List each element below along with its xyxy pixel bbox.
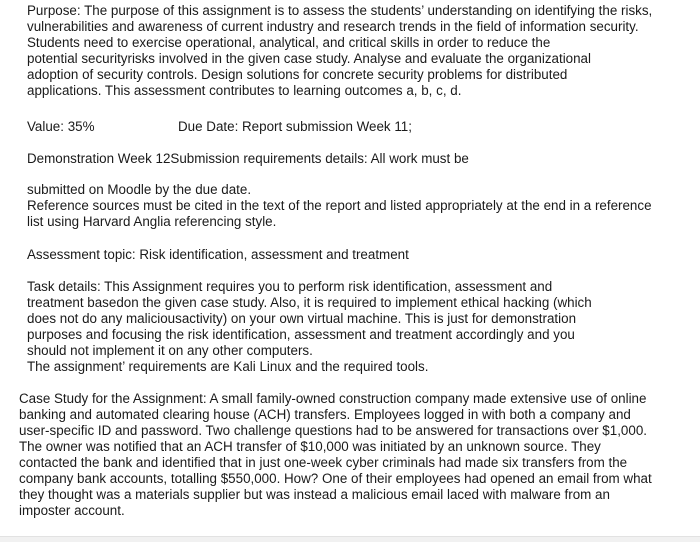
case-study-line: they thought was a materials supplier but was instead a malicious email laced with malware from an bbox=[19, 487, 610, 502]
task-line: Task details: This Assignment requires you to perform risk identification, assessment and bbox=[27, 279, 553, 294]
task-line: should not implement it on any other computers. bbox=[27, 343, 313, 358]
assessment-topic: Assessment topic: Risk identification, assessment and treatment bbox=[27, 247, 409, 262]
submission-line: list using Harvard Anglia referencing style. bbox=[27, 214, 277, 229]
case-study-line: company bank accounts, totalling $550,000. How? One of their employees had opened an email from what bbox=[19, 471, 652, 486]
value-label: Value: 35% bbox=[27, 119, 95, 134]
case-study-line: contacted the bank and identified that in just one-week cyber criminals had made six transfers from the bbox=[19, 455, 628, 470]
case-study-line: banking and automated clearing house (ACH) transfers. Employees logged in with both a company and bbox=[19, 407, 631, 422]
case-study-line: The owner was notified that an ACH transfer of $10,000 was initiated by an unknown source. They bbox=[19, 439, 601, 454]
due-date: Due Date: Report submission Week 11; bbox=[178, 119, 412, 134]
page-bottom-divider bbox=[0, 536, 700, 542]
demonstration-line: Demonstration Week 12Submission requirements details: All work must be bbox=[27, 151, 469, 166]
case-study-line: Case Study for the Assignment: A small family-owned construction company made extensive use of online bbox=[19, 391, 647, 406]
submission-line: Reference sources must be cited in the text of the report and listed appropriately at the end in a reference bbox=[27, 198, 652, 213]
purpose-line: applications. This assessment contributes to learning outcomes a, b, c, d. bbox=[27, 83, 462, 98]
purpose-line: vulnerabilities and awareness of current industry and research trends in the field of information security. bbox=[27, 19, 639, 34]
case-study-line: user-specific ID and password. Two challenge questions had to be answered for transactions over $1,000. bbox=[19, 423, 647, 438]
submission-line: submitted on Moodle by the due date. bbox=[27, 182, 252, 197]
task-line: does not do any maliciousactivity) on your own virtual machine. This is just for demonstration bbox=[27, 311, 577, 326]
task-line: The assignment’ requirements are Kali Linux and the required tools. bbox=[27, 359, 429, 374]
case-study-line: imposter account. bbox=[19, 503, 125, 518]
purpose-line: potential securityrisks involved in the given case study. Analyse and evaluate the organizational bbox=[27, 51, 591, 66]
purpose-line: Purpose: The purpose of this assignment is to assess the students’ understanding on identifying the risks, bbox=[27, 3, 653, 18]
purpose-line: adoption of security controls. Design solutions for concrete security problems for distributed bbox=[27, 67, 568, 82]
task-line: treatment basedon the given case study. Also, it is required to implement ethical hacking (which bbox=[27, 295, 592, 310]
task-line: purposes and focusing the risk identification, assessment and treatment accordingly and you bbox=[27, 327, 575, 342]
purpose-line: Students need to exercise operational, analytical, and critical skills in order to reduce the bbox=[27, 35, 551, 50]
